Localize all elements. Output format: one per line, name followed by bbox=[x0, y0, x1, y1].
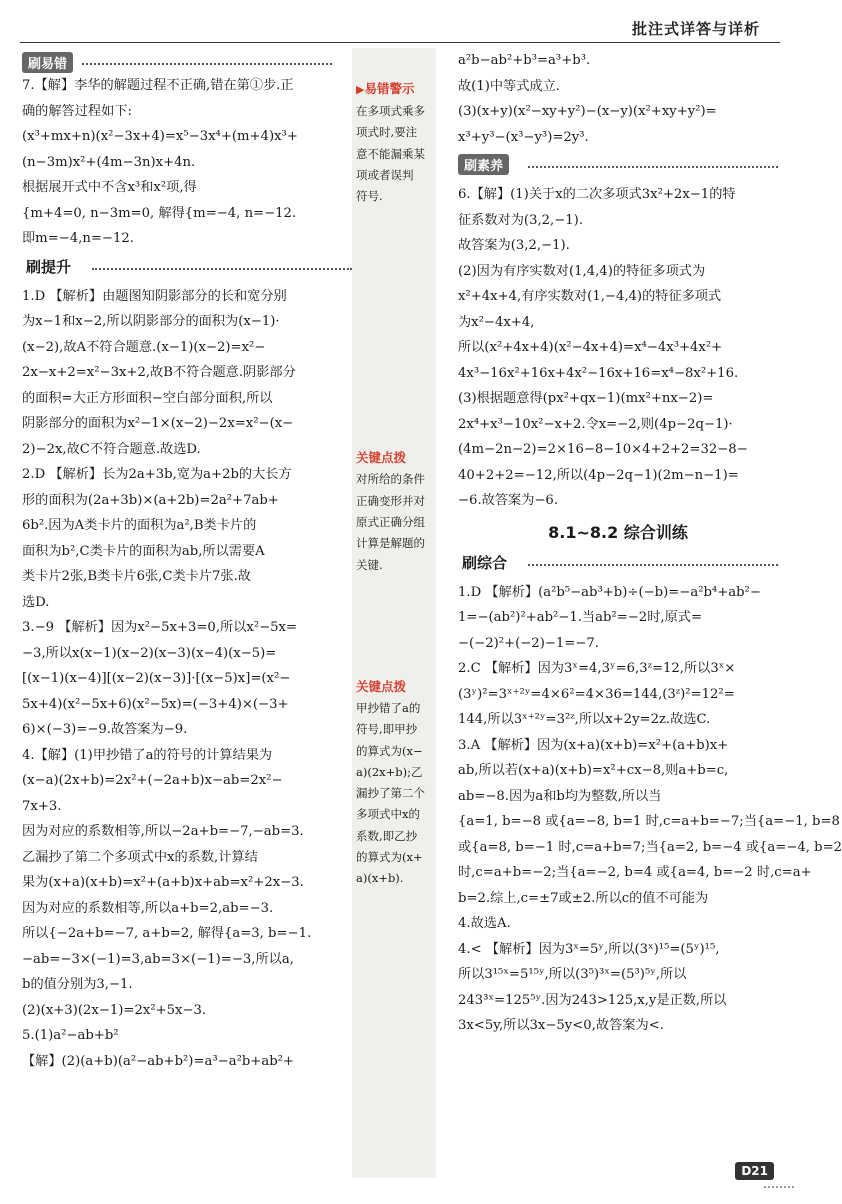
note-title-text: 关键点拨 bbox=[356, 678, 407, 694]
text-line: 为x−1和x−2,所以阴影部分的面积为(x−1)· bbox=[22, 314, 280, 329]
text-line: −6.故答案为−6. bbox=[458, 493, 559, 508]
text-line: ab=−8.因为a和b均为整数,所以当 bbox=[458, 788, 662, 804]
text-line: 故答案为(3,2,−1). bbox=[458, 238, 570, 253]
note-line: 系数,即乙抄 bbox=[356, 828, 418, 843]
text-line: 阴影部分的面积为x²−1×(x−2)−2x=x²−(x− bbox=[22, 416, 294, 431]
note-line: 对所给的条件 bbox=[356, 472, 425, 487]
answer-block-6 bbox=[458, 182, 778, 514]
text-line: 3x<5y,所以3x−5y<0,故答案为<. bbox=[458, 1018, 664, 1033]
section-badge-shuayicuo: 刷易错 bbox=[22, 52, 73, 73]
corner-decoration bbox=[764, 1186, 794, 1198]
text-line: 7x+3. bbox=[22, 798, 62, 814]
note-line: 项或者误判 bbox=[356, 167, 414, 182]
text-line: 即m=−4,n=−12. bbox=[22, 231, 134, 246]
note-body-guanjian-1 bbox=[352, 469, 436, 575]
note-line: 计算是解题的 bbox=[356, 536, 425, 551]
note-line: 符号. bbox=[356, 189, 383, 204]
text-line: 所以(x²+4x+4)(x²−4x+4)=x⁴−4x³+4x²+ bbox=[458, 340, 723, 355]
left-column bbox=[22, 48, 352, 1198]
text-line: (3)(x+y)(x²−xy+y²)−(x−y)(x²+xy+y²)= bbox=[458, 104, 717, 119]
text-line: 面积为b²,C类卡片的面积为ab,所以需要A bbox=[22, 543, 265, 559]
section-shuasuyang bbox=[458, 154, 778, 180]
text-line: 2x⁴+x³−10x²−x+2.令x=−2,则(4p−2q−1)· bbox=[458, 416, 733, 432]
text-line: 2.D 【解析】长为2a+3b,宽为a+2b的大长方 bbox=[22, 467, 292, 482]
text-line: (4m−2n−2)=2×16−8−10×4+2+2=32−8− bbox=[458, 442, 748, 457]
text-line: 选D. bbox=[22, 594, 50, 610]
note-title-guanjian-2 bbox=[352, 676, 436, 698]
text-line: (n−3m)x²+(4m−3n)x+4n. bbox=[22, 154, 196, 170]
text-line: ab,所以若(x+a)(x+b)=x²+cx−8,则a+b=c, bbox=[458, 763, 729, 778]
note-title-text: 易错警示 bbox=[364, 81, 415, 96]
margin-notes bbox=[352, 48, 436, 1178]
text-line: 1.D 【解析】(a²b⁵−ab³+b)÷(−b)=−a²b⁴+ab²− bbox=[458, 584, 761, 600]
right-column bbox=[458, 48, 842, 1198]
text-line: 果为(x+a)(x+b)=x²+(a+b)x+ab=x²+2x−3. bbox=[22, 875, 304, 890]
section-title-shuazonghe: 刷综合 bbox=[458, 552, 511, 573]
text-line: (x−2),故A不符合题意.(x−1)(x−2)=x²− bbox=[22, 339, 266, 355]
note-line: a)(x+b). bbox=[356, 871, 404, 886]
text-line: 故(1)中等式成立. bbox=[458, 78, 560, 94]
note-line: 项式时,要注 bbox=[356, 125, 418, 140]
text-line: {m+4=0, n−3m=0, 解得{m=−4, n=−12. bbox=[22, 205, 297, 221]
text-line: 3.−9 【解析】因为x²−5x+3=0,所以x²−5x= bbox=[22, 620, 298, 635]
section-title-shuatisheng: 刷提升 bbox=[22, 256, 75, 277]
text-line: 或{a=8, b=−1 时,c=a+b=7;当{a=2, b=−4 或{a=−4, b=2 bbox=[458, 839, 842, 855]
text-line: −3,所以x(x−1)(x−2)(x−3)(x−4)(x−5)= bbox=[22, 645, 277, 661]
note-title-yicuo bbox=[352, 78, 436, 101]
text-line: 的面积=大正方形面积−空白部分面积,所以 bbox=[22, 390, 273, 406]
text-line: 确的解答过程如下: bbox=[22, 103, 132, 119]
text-line: 为x²−4x+4, bbox=[458, 314, 535, 330]
text-line: 4x³−16x²+16x+4x²−16x+16=x⁴−8x²+16. bbox=[458, 365, 739, 381]
note-line: 在多项式乘多 bbox=[356, 104, 425, 118]
text-line: 4.故选A. bbox=[458, 916, 511, 931]
note-line: 多项式中x的 bbox=[356, 807, 420, 822]
note-title-text: 关键点拨 bbox=[356, 450, 407, 466]
note-body-yicuo bbox=[352, 101, 436, 207]
text-line: 1.D 【解析】由题图知阴影部分的长和宽分别 bbox=[22, 288, 287, 304]
text-line: (x−a)(2x+b)=2x²+(−2a+b)x−ab=2x²− bbox=[22, 773, 283, 788]
text-line: {a=1, b=−8 或{a=−8, b=1 时,c=a+b=−7;当{a=−1, b=8 bbox=[458, 814, 840, 829]
note-line: 意不能漏乘某 bbox=[356, 146, 425, 161]
text-line: 所以3¹⁵ˣ=5¹⁵ʸ,所以(3⁵)³ˣ=(5³)⁵ʸ,所以 bbox=[458, 967, 687, 982]
section-dots bbox=[528, 166, 778, 168]
text-line: 40+2+2=−12,所以(4p−2q−1)(2m−n−1)= bbox=[458, 467, 739, 483]
text-line: (3ʸ)²=3ˣ⁺²ʸ=4×6²=4×36=144,(3ᶻ)²=12²= bbox=[458, 686, 735, 702]
section-shuazonghe bbox=[458, 552, 778, 578]
text-line: −(−2)²+(−2)−1=−7. bbox=[458, 635, 599, 651]
text-line: 5.(1)a²−ab+b² bbox=[22, 1028, 119, 1043]
text-line: a²b−ab²+b³=a³+b³. bbox=[458, 53, 591, 68]
section-dots bbox=[82, 63, 332, 65]
answer-block-7 bbox=[22, 73, 352, 252]
text-line: 1=−(ab²)²+ab²−1.当ab²=−2时,原式= bbox=[458, 610, 703, 625]
text-line: (x³+mx+n)(x²−3x+4)=x⁵−3x⁴+(m+4)x³+ bbox=[22, 129, 298, 144]
note-line: 的算式为(x+ bbox=[356, 850, 423, 865]
note-line: 漏抄了第二个 bbox=[356, 786, 425, 801]
note-line: 的算式为(x− bbox=[356, 743, 423, 758]
text-line: 2)−2x,故C不符合题意.故选D. bbox=[22, 441, 201, 457]
header-divider bbox=[20, 42, 780, 43]
text-line: 2x−x+2=x²−3x+2,故B不符合题意.阴影部分 bbox=[22, 365, 296, 380]
text-line: 形的面积为(2a+3b)×(a+2b)=2a²+7ab+ bbox=[22, 492, 279, 508]
text-line: −ab=−3×(−1)=3,ab=3×(−1)=−3,所以a, bbox=[22, 951, 294, 967]
note-line: 符号,即甲抄 bbox=[356, 722, 418, 737]
answer-block-5-cont bbox=[458, 48, 778, 150]
text-line: 时,c=a+b=−2;当{a=−2, b=4 或{a=4, b=−2 时,c=a+ bbox=[458, 865, 812, 880]
text-line: x²+4x+4,有序实数对(1,−4,4)的特征多项式 bbox=[458, 289, 722, 304]
answer-block-tisheng bbox=[22, 284, 352, 1075]
note-body-guanjian-2 bbox=[352, 698, 436, 890]
text-line: b的值分别为3,−1. bbox=[22, 977, 133, 992]
section-shuatisheng bbox=[22, 256, 352, 282]
section-shuayicuo bbox=[22, 52, 352, 73]
text-line: 因为对应的系数相等,所以a+b=2,ab=−3. bbox=[22, 900, 274, 916]
text-line: b=2.综上,c=±7或±2.所以c的值不可能为 bbox=[458, 890, 709, 906]
section-dots bbox=[92, 268, 352, 270]
note-line: 原式正确分组 bbox=[356, 515, 425, 530]
text-line: 4.< 【解析】因为3ˣ=5ʸ,所以(3ˣ)¹⁵=(5ʸ)¹⁵, bbox=[458, 941, 720, 957]
note-line: 甲抄错了a的 bbox=[356, 700, 421, 715]
text-line: 243³ˣ=125⁵ʸ.因为243>125,x,y是正数,所以 bbox=[458, 992, 727, 1008]
text-line: 因为对应的系数相等,所以−2a+b=−7,−ab=3. bbox=[22, 824, 304, 839]
text-line: (2)(x+3)(2x−1)=2x²+5x−3. bbox=[22, 1002, 207, 1018]
note-line: 关键. bbox=[356, 557, 383, 572]
text-line: 所以{−2a+b=−7, a+b=2, 解得{a=3, b=−1. bbox=[22, 926, 312, 941]
text-line: x³+y³−(x³−y³)=2y³. bbox=[458, 129, 589, 145]
note-line: 正确变形并对 bbox=[356, 493, 425, 508]
text-line: 144,所以3ˣ⁺²ʸ=3²ᶻ,所以x+2y=2z.故选C. bbox=[458, 712, 711, 727]
text-line: (3)根据题意得(px²+qx−1)(mx²+nx−2)= bbox=[458, 391, 714, 406]
text-line: 类卡片2张,B类卡片6张,C类卡片7张.故 bbox=[22, 569, 251, 584]
section-dots bbox=[528, 564, 778, 566]
text-line: 6)×(−3)=−9.故答案为−9. bbox=[22, 722, 188, 737]
text-line: [(x−1)(x−4)][(x−2)(x−3)]·[(x−5)x]=(x²− bbox=[22, 671, 291, 686]
text-line: 6.【解】(1)关于x的二次多项式3x²+2x−1的特 bbox=[458, 187, 736, 202]
text-line: 3.A 【解析】因为(x+a)(x+b)=x²+(a+b)x+ bbox=[458, 737, 729, 753]
text-line: 根据展开式中不含x³和x²项,得 bbox=[22, 180, 197, 195]
text-line: (2)因为有序实数对(1,4,4)的特征多项式为 bbox=[458, 263, 706, 279]
page-header-title: 批注式详答与详析 bbox=[631, 20, 760, 38]
text-line: 【解】(2)(a+b)(a²−ab+b²)=a³−a²b+ab²+ bbox=[22, 1053, 294, 1069]
text-line: 2.C 【解析】因为3ˣ=4,3ʸ=6,3ᶻ=12,所以3ˣ× bbox=[458, 661, 736, 676]
text-line: 5x+4)(x²−5x+6)(x²−5x)=(−3+4)×(−3+ bbox=[22, 696, 289, 712]
note-title-guanjian-1 bbox=[352, 447, 436, 469]
text-line: 乙漏抄了第二个多项式中x的系数,计算结 bbox=[22, 849, 258, 865]
section-title-zonghe: 8.1~8.2 综合训练 bbox=[548, 522, 688, 542]
answer-block-zonghe bbox=[458, 580, 842, 1039]
page-number: D21 bbox=[735, 1162, 774, 1180]
section-badge-shuasuyang: 刷素养 bbox=[458, 154, 509, 175]
text-line: 4.【解】(1)甲抄错了a的符号的计算结果为 bbox=[22, 747, 273, 763]
text-line: 6b².因为A类卡片的面积为a²,B类卡片的 bbox=[22, 518, 257, 533]
text-line: 7.【解】李华的解题过程不正确,错在第①步.正 bbox=[22, 78, 294, 93]
note-line: a)(2x+b);乙 bbox=[356, 764, 423, 779]
arrow-icon: ▶ bbox=[356, 83, 365, 96]
text-line: 征系数对为(3,2,−1). bbox=[458, 212, 584, 228]
